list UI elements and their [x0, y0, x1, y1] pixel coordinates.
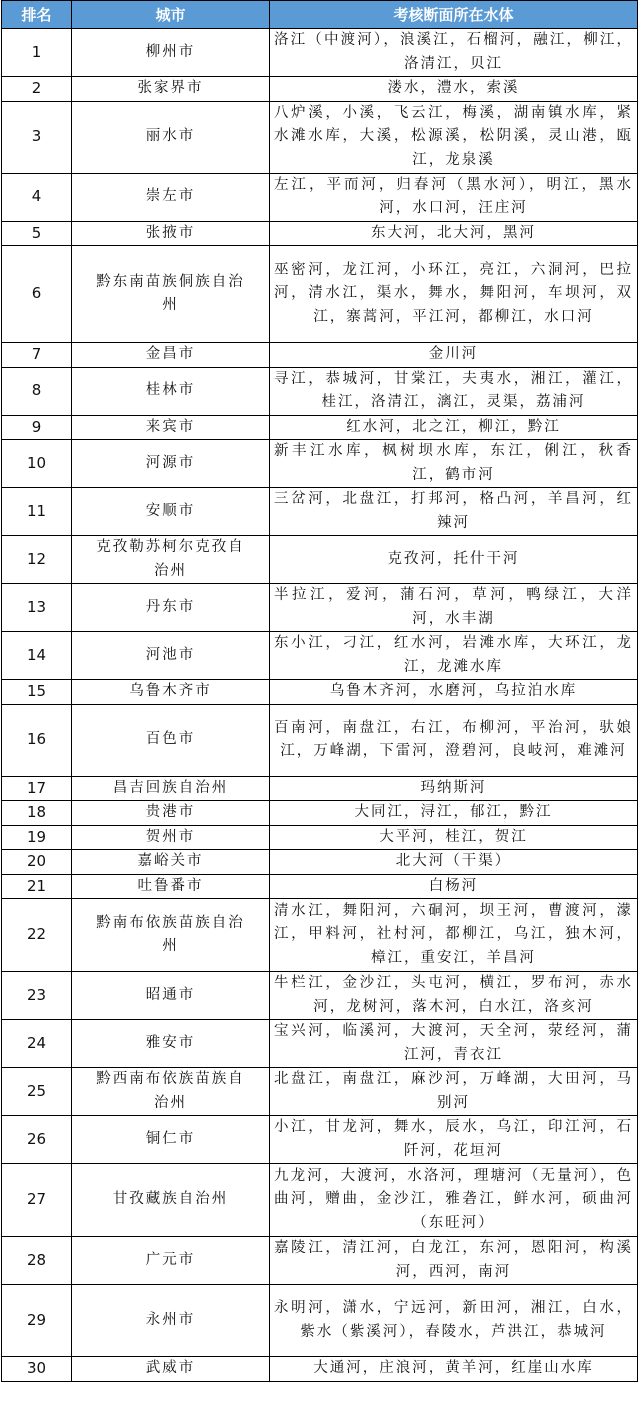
water-body-cell: 东小江，刁江，红水河，岩滩水库，大环江，龙江，龙滩水库: [270, 632, 638, 680]
water-body-cell: 大同江，浔江，郁江，黔江: [270, 801, 638, 826]
header-rank: 排名: [2, 1, 72, 29]
city-cell: 金昌市: [72, 343, 270, 368]
table-row: [2, 704, 638, 776]
rank-cell: 21: [2, 874, 72, 899]
water-body-cell: 大通河，庄浪河，黄羊河，红崖山水库: [270, 1357, 638, 1382]
city-cell: 昭通市: [72, 972, 270, 1020]
table-body: [2, 29, 638, 1382]
rank-cell: 15: [2, 680, 72, 705]
water-body-cell: 宝兴河，临溪河，大渡河，天全河，荥经河，蒲江河，青衣江: [270, 1020, 638, 1068]
rank-cell: 25: [2, 1068, 72, 1116]
city-cell: 雅安市: [72, 1020, 270, 1068]
water-body-cell: 克孜河，托什干河: [270, 536, 638, 584]
table-row: [2, 29, 638, 77]
city-cell: 昌吉回族自治州: [72, 776, 270, 801]
city-cell: [72, 246, 270, 343]
water-body-cell: 乌鲁木齐河，水磨河，乌拉泊水库: [270, 680, 638, 705]
table-row: [2, 77, 638, 102]
table-row: [2, 173, 638, 221]
water-body-cell: 金川河: [270, 343, 638, 368]
table-row: [2, 1285, 638, 1357]
table-row: [2, 246, 638, 343]
water-body-cell: 嘉陵江，清江河，白龙江，东河，恩阳河，构溪河，西河，南河: [270, 1237, 638, 1285]
city-cell: [72, 899, 270, 972]
city-cell: 铜仁市: [72, 1116, 270, 1164]
table-row: [2, 1237, 638, 1285]
water-body-cell: 小江，甘龙河，舞水，辰水，乌江，印江河，石阡河，花垣河: [270, 1116, 638, 1164]
rank-cell: 26: [2, 1116, 72, 1164]
rank-cell: 16: [2, 704, 72, 776]
rank-cell: 5: [2, 221, 72, 246]
city-cell: 桂林市: [72, 367, 270, 415]
city-cell: 百色市: [72, 704, 270, 776]
table-row: [2, 801, 638, 826]
rank-cell: 30: [2, 1357, 72, 1382]
city-cell: 张掖市: [72, 221, 270, 246]
table-header-row: [2, 1, 638, 29]
water-body-cell: 牛栏江，金沙江，头屯河，横江，罗布河，赤水河，龙树河，落木河，白水江，洛亥河: [270, 972, 638, 1020]
rank-cell: 13: [2, 584, 72, 632]
table-row: [2, 536, 638, 584]
water-body-cell: 新丰江水库，枫树坝水库，东江，俐江，秋香江，鹤市河: [270, 440, 638, 488]
water-body-cell: 清水江，舞阳河，六硐河，坝王河，曹渡河，濛江，甲料河，社村河，都柳江，乌江，独木河，樟江，重安江，羊昌河: [270, 899, 638, 972]
rank-cell: 6: [2, 246, 72, 343]
rank-cell: 23: [2, 972, 72, 1020]
rank-cell: 12: [2, 536, 72, 584]
table-row: [2, 1020, 638, 1068]
rank-cell: 24: [2, 1020, 72, 1068]
header-city: 城市: [72, 1, 270, 29]
city-cell: 吐鲁番市: [72, 874, 270, 899]
water-body-cell: 半拉江，爱河，蒲石河，草河，鸭绿江，大洋河，水丰湖: [270, 584, 638, 632]
table-row: [2, 221, 638, 246]
city-name: 黔西南布依族苗族自治州: [96, 1071, 245, 1111]
table-row: [2, 584, 638, 632]
city-cell: 安顺市: [72, 488, 270, 536]
rank-cell: 11: [2, 488, 72, 536]
table-row: [2, 1116, 638, 1164]
water-body-cell: 大平河，桂江，贺江: [270, 825, 638, 850]
rank-cell: 29: [2, 1285, 72, 1357]
table-row: [2, 825, 638, 850]
city-name: 克孜勒苏柯尔克孜自治州: [96, 539, 245, 579]
table-row: [2, 850, 638, 875]
rank-cell: 4: [2, 173, 72, 221]
rank-cell: 28: [2, 1237, 72, 1285]
water-body-cell: 九龙河，大渡河，水洛河，理塘河（无量河），色曲河，赠曲，金沙江，雅砻江，鲜水河，硕曲河（东旺河）: [270, 1164, 638, 1237]
city-name: 黔东南苗族侗族自治州: [96, 273, 245, 313]
table-row: [2, 343, 638, 368]
water-body-cell: 巫密河，龙江河，小环江，亮江，六洞河，巴拉河，清水江，渠水，舞水，舞阳河，车坝河，双江，寨蒿河，平江河，都柳江，水口河: [270, 246, 638, 343]
rank-cell: 14: [2, 632, 72, 680]
table-row: [2, 101, 638, 173]
rank-cell: 27: [2, 1164, 72, 1237]
city-cell: 崇左市: [72, 173, 270, 221]
rank-cell: 17: [2, 776, 72, 801]
water-body-cell: 北盘江，南盘江，麻沙河，万峰湖，大田河，马别河: [270, 1068, 638, 1116]
city-cell: 来宾市: [72, 415, 270, 440]
table-row: [2, 488, 638, 536]
rank-cell: 1: [2, 29, 72, 77]
table-row: [2, 1357, 638, 1382]
city-name: 黔南布依族苗族自治州: [96, 914, 245, 954]
water-body-cell: 北大河（干渠）: [270, 850, 638, 875]
city-cell: 嘉峪关市: [72, 850, 270, 875]
table-row: [2, 1164, 638, 1237]
rank-cell: 9: [2, 415, 72, 440]
header-water-body: 考核断面所在水体: [270, 1, 638, 29]
city-cell: 河池市: [72, 632, 270, 680]
water-body-cell: 洛江（中渡河），浪溪江，石榴河，融江，柳江，洛清江，贝江: [270, 29, 638, 77]
table-row: [2, 899, 638, 972]
rank-cell: 2: [2, 77, 72, 102]
city-cell: 柳州市: [72, 29, 270, 77]
table-row: [2, 440, 638, 488]
water-body-cell: 寻江，恭城河，甘棠江，夫夷水，湘江，灌江，桂江，洛清江，漓江，灵渠，荔浦河: [270, 367, 638, 415]
city-cell: 张家界市: [72, 77, 270, 102]
table-row: [2, 632, 638, 680]
water-body-cell: 三岔河，北盘江，打邦河，格凸河，羊昌河，红辣河: [270, 488, 638, 536]
city-cell: 永州市: [72, 1285, 270, 1357]
city-cell: [72, 1068, 270, 1116]
rank-cell: 7: [2, 343, 72, 368]
water-body-cell: 八炉溪，小溪，飞云江，梅溪，湖南镇水库，紧水滩水库，大溪，松源溪，松阴溪，灵山港，瓯江，龙泉溪: [270, 101, 638, 173]
city-cell: 武威市: [72, 1357, 270, 1382]
city-cell: 丹东市: [72, 584, 270, 632]
water-body-cell: 东大河，北大河，黑河: [270, 221, 638, 246]
city-cell: 贵港市: [72, 801, 270, 826]
rank-cell: 10: [2, 440, 72, 488]
rank-cell: 22: [2, 899, 72, 972]
rank-cell: 19: [2, 825, 72, 850]
water-body-cell: 永明河，潇水，宁远河，新田河，湘江，白水，紫水（紫溪河），春陵水，芦洪江，恭城河: [270, 1285, 638, 1357]
city-cell: 河源市: [72, 440, 270, 488]
table-row: [2, 1068, 638, 1116]
table-row: [2, 874, 638, 899]
table-row: [2, 776, 638, 801]
rank-cell: 18: [2, 801, 72, 826]
rank-cell: 8: [2, 367, 72, 415]
water-body-cell: 溇水，澧水，索溪: [270, 77, 638, 102]
city-cell: [72, 536, 270, 584]
water-body-cell: 左江，平而河，归春河（黑水河），明江，黑水河，水口河，汪庄河: [270, 173, 638, 221]
rank-cell: 20: [2, 850, 72, 875]
water-quality-ranking-table: [1, 0, 638, 1382]
table-row: [2, 415, 638, 440]
water-body-cell: 红水河，北之江，柳江，黔江: [270, 415, 638, 440]
water-body-cell: 百南河，南盘江，右江，布柳河，平治河，驮娘江，万峰湖，下雷河，澄碧河，良岐河，难滩河: [270, 704, 638, 776]
table-row: [2, 972, 638, 1020]
city-cell: 丽水市: [72, 101, 270, 173]
table-row: [2, 367, 638, 415]
city-cell: 甘孜藏族自治州: [72, 1164, 270, 1237]
table-row: [2, 680, 638, 705]
city-cell: 乌鲁木齐市: [72, 680, 270, 705]
city-cell: 广元市: [72, 1237, 270, 1285]
rank-cell: 3: [2, 101, 72, 173]
water-body-cell: 白杨河: [270, 874, 638, 899]
water-body-cell: 玛纳斯河: [270, 776, 638, 801]
city-cell: 贺州市: [72, 825, 270, 850]
